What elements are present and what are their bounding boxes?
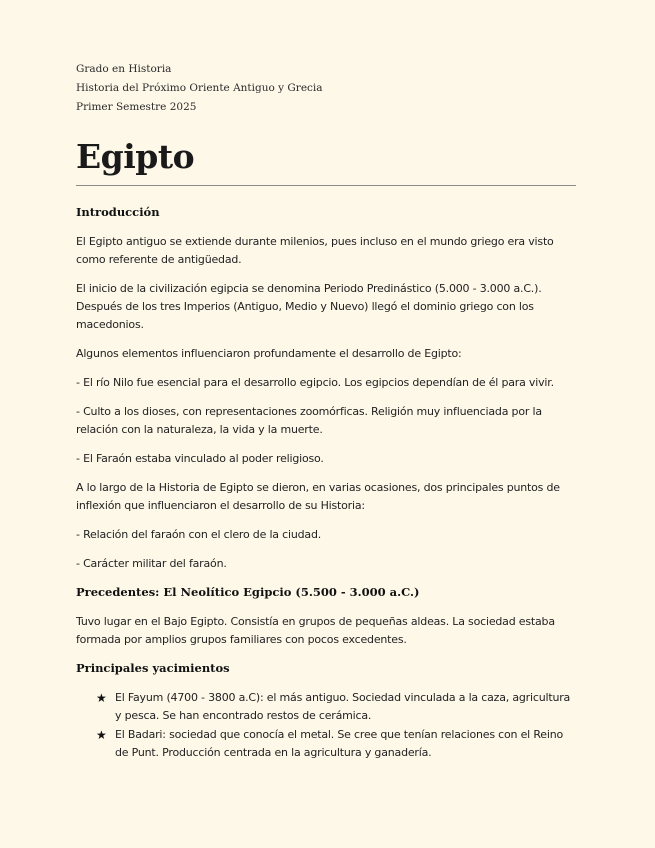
list-item [76,689,576,725]
intro-paragraph: El inicio de la civilización egipcia se denomina Periodo Predinástico (5.000 - 3.000 a.C.). Después de los tres Imperios (Antiguo, Medio y Nuevo) llegó el dominio griego con los macedonios. [76,282,542,331]
document-body [76,204,576,762]
neolithic-paragraph: Tuvo lugar en el Bajo Egipto. Consistía en grupos de pequeñas aldeas. La sociedad estaba formada por amplios grupos familiares con pocos excedentes. [76,615,555,646]
neolithic-heading: Precedentes: El Neolítico Egipcio (5.500 - 3.000 a.C.) [76,585,420,599]
list-item-text: El Badari: sociedad que conocía el metal. Se cree que tenían relaciones con el Reino de Punt. Producción centrada en la agricultura y ganadería. [115,728,564,759]
term-label: Primer Semestre 2025 [76,101,197,113]
course-label: Historia del Próximo Oriente Antiguo y Grecia [76,82,323,94]
intro-heading: Introducción [76,205,160,219]
intro-paragraph: - Carácter militar del faraón. [76,557,227,570]
intro-paragraph: - El río Nilo fue esencial para el desarrollo egipcio. Los egipcios dependían de él para vivir. [76,376,554,389]
intro-paragraph: El Egipto antiguo se extiende durante milenios, pues incluso en el mundo griego era visto como referente de antigüedad. [76,235,554,266]
intro-paragraph: A lo largo de la Historia de Egipto se dieron, en varias ocasiones, dos principales puntos de inflexión que influenciaron el desarrollo de su Historia: [76,481,560,512]
intro-paragraph: - El Faraón estaba vinculado al poder religioso. [76,452,324,465]
sites-list [76,689,576,762]
star-bullet-icon: ★ [96,728,107,742]
list-item [76,726,576,762]
intro-paragraph: - Relación del faraón con el clero de la ciudad. [76,528,322,541]
document-header [76,60,576,117]
degree-label: Grado en Historia [76,63,172,75]
sites-heading: Principales yacimientos [76,661,230,675]
star-bullet-icon: ★ [96,691,107,705]
list-item-text: El Fayum (4700 - 3800 a.C): el más antiguo. Sociedad vinculada a la caza, agricultura y pesca. Se han encontrado restos de cerámica. [115,691,571,722]
page-title: Egipto [76,137,576,186]
document-page [76,60,576,763]
intro-paragraph: - Culto a los dioses, con representaciones zoomórficas. Religión muy influenciada por la relación con la naturaleza, la vida y la muerte. [76,405,542,436]
intro-paragraph: Algunos elementos influenciaron profundamente el desarrollo de Egipto: [76,347,462,360]
